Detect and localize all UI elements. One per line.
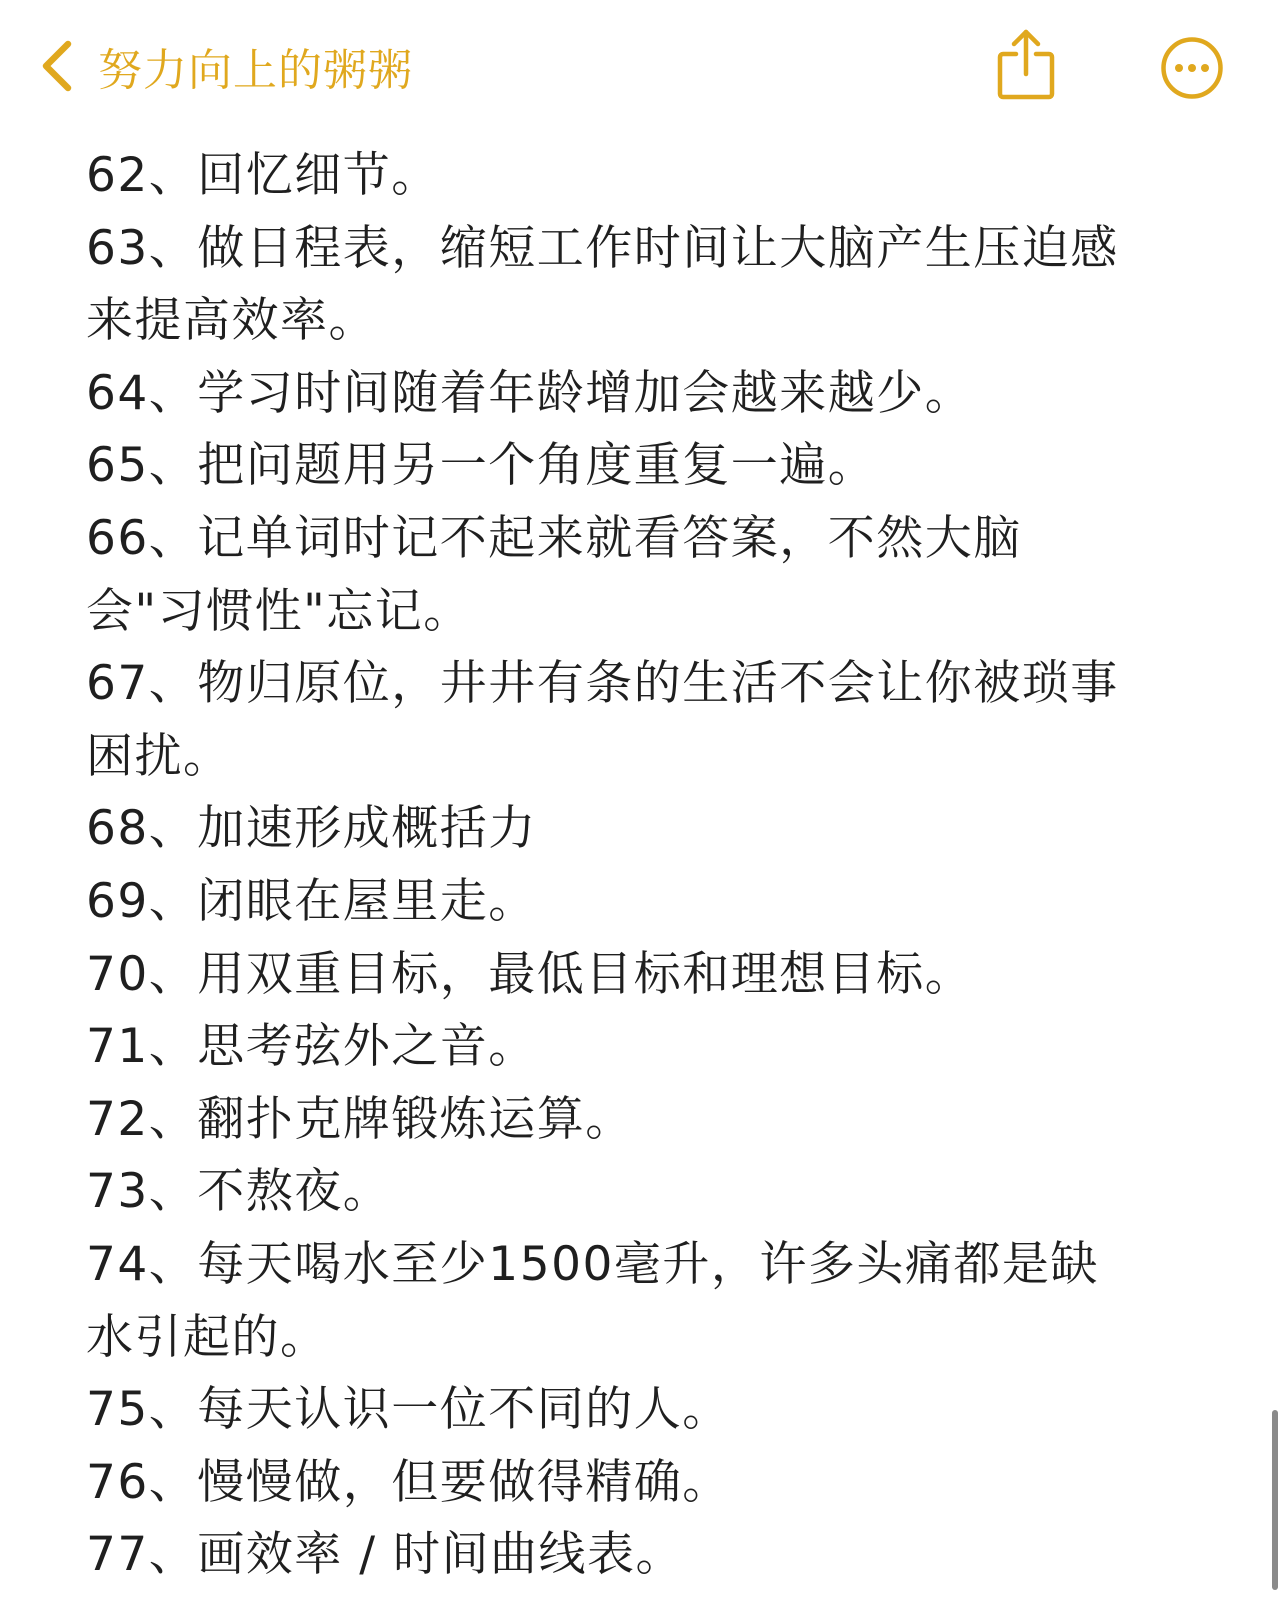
note-line: 69、闭眼在屋里走。 (86, 873, 537, 929)
note-body[interactable] (86, 140, 1236, 1592)
navigation-bar (0, 0, 1284, 130)
note-line: 63、做日程表，缩短工作时间让大脑产生压迫感 (86, 220, 1119, 276)
note-line: 65、把问题用另一个角度重复一遍。 (86, 438, 877, 494)
note-line: 76、慢慢做，但要做得精确。 (86, 1454, 731, 1510)
note-line: 66、记单词时记不起来就看答案，不然大脑 (86, 510, 1022, 566)
note-line: 71、思考弦外之音。 (86, 1019, 537, 1075)
share-icon[interactable] (996, 28, 1056, 102)
note-line: 67、物归原位，井井有条的生活不会让你被琐事 (86, 656, 1119, 712)
note-line: 75、每天认识一位不同的人。 (86, 1382, 731, 1438)
note-line: 62、回忆细节。 (86, 148, 440, 203)
note-line: 困扰。 (86, 728, 232, 784)
back-button[interactable] (38, 36, 413, 96)
scrollbar[interactable] (1272, 1410, 1278, 1590)
back-label: 努力向上的粥粥 (98, 45, 413, 96)
note-line: 水引起的。 (86, 1309, 329, 1365)
note-line: 会"习惯性"忘记。 (86, 583, 472, 639)
note-line: 77、画效率 / 时间曲线表。 (86, 1527, 685, 1583)
note-line: 73、不熬夜。 (86, 1164, 392, 1220)
note-line: 72、翻扑克牌锻炼运算。 (86, 1091, 634, 1147)
note-line: 70、用双重目标，最低目标和理想目标。 (86, 946, 974, 1002)
note-line: 来提高效率。 (86, 293, 377, 349)
note-line: 68、加速形成概括力 (86, 801, 537, 857)
chevron-left-icon (38, 36, 78, 96)
note-line: 74、每天喝水至少1500毫升，许多头痛都是缺 (86, 1236, 1099, 1292)
note-line: 64、学习时间随着年龄增加会越来越少。 (86, 365, 974, 421)
more-icon[interactable] (1160, 36, 1224, 100)
